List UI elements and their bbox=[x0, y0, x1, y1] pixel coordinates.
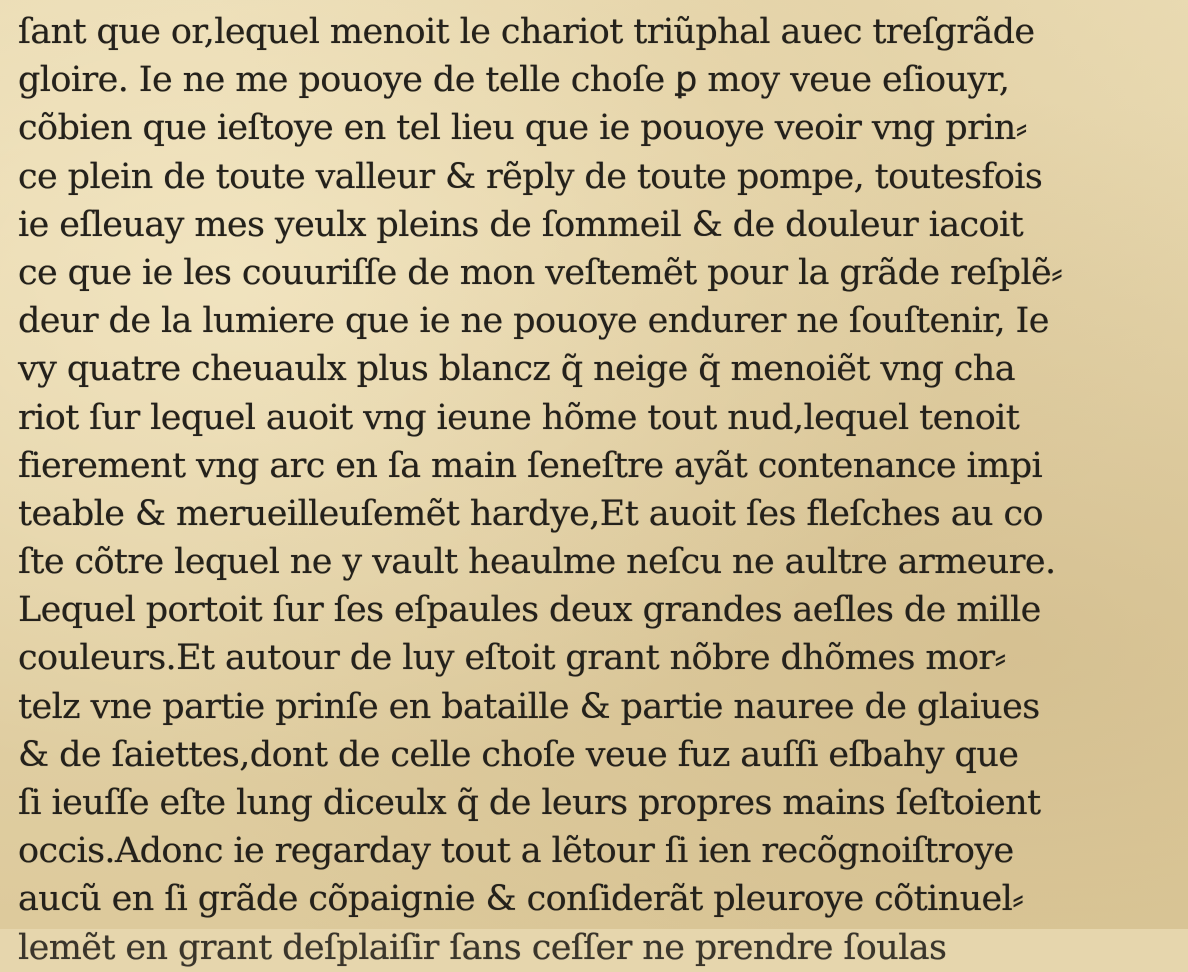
text-line: occis.Adonc ie regarday tout a lẽtour ſi ien recõgnoiſtroye bbox=[18, 831, 1014, 872]
text-line: teable & merueilleuſemẽt hardye,Et auoit ſes fleſches au co bbox=[18, 493, 1043, 534]
text-line: ce que ie les couuriſſe de mon veſtemẽt pour la grãde reſplẽ⸗ bbox=[18, 252, 1063, 293]
text-line: telz vne partie prinſe en bataille & partie nauree de glaiues bbox=[18, 686, 1040, 727]
text-line: ie eſleuay mes yeulx pleins de ſommeil & de douleur iacoit bbox=[18, 204, 1024, 245]
text-line: ſte cõtre lequel ne y vault heaulme neſcu ne aultre armeure. bbox=[18, 542, 1056, 583]
text-line: gloire. Ie ne me pouoye de telle choſe ꝑ moy veue eſiouyr, bbox=[18, 60, 1010, 101]
text-line-clipped: lemẽt en grant deſplaiſir ſans ceſſer ne prendre ſoulas bbox=[18, 927, 947, 968]
text-line: Lequel portoit ſur ſes eſpaules deux grandes aeſles de mille bbox=[18, 590, 1041, 631]
text-line: deur de la lumiere que ie ne pouoye endurer ne ſouſtenir, Ie bbox=[18, 301, 1049, 342]
text-line: & de ſaiettes,dont de celle choſe veue fuz auſſi eſbahy que bbox=[18, 734, 1019, 775]
text-line: ſant que or,lequel menoit le chariot triũphal auec treſgrãde bbox=[18, 12, 1035, 52]
text-line: vy quatre cheuaulx plus blancz q̃ neige q̃ menoiẽt vng cha bbox=[18, 349, 1016, 390]
text-line: riot ſur lequel auoit vng ieune hõme tout nud,lequel tenoit bbox=[18, 397, 1020, 438]
text-line: ce plein de toute valleur & rẽply de toute pompe, toutesfois bbox=[18, 156, 1043, 197]
text-line: couleurs.Et autour de luy eſtoit grant nõbre dhõmes mor⸗ bbox=[18, 638, 1006, 679]
text-block bbox=[18, 8, 1178, 972]
text-line: aucũ en ſi grãde cõpaignie & conſiderãt pleuroye cõtinuel⸗ bbox=[18, 879, 1024, 920]
text-line: fierement vng arc en ſa main ſeneſtre ayãt contenance impi bbox=[18, 445, 1043, 486]
text-line: ſi ieuſſe eſte lung diceulx q̃ de leurs propres mains ſeſtoient bbox=[18, 783, 1041, 823]
text-line: cõbien que ieſtoye en tel lieu que ie pouoye veoir vng prin⸗ bbox=[18, 108, 1027, 149]
